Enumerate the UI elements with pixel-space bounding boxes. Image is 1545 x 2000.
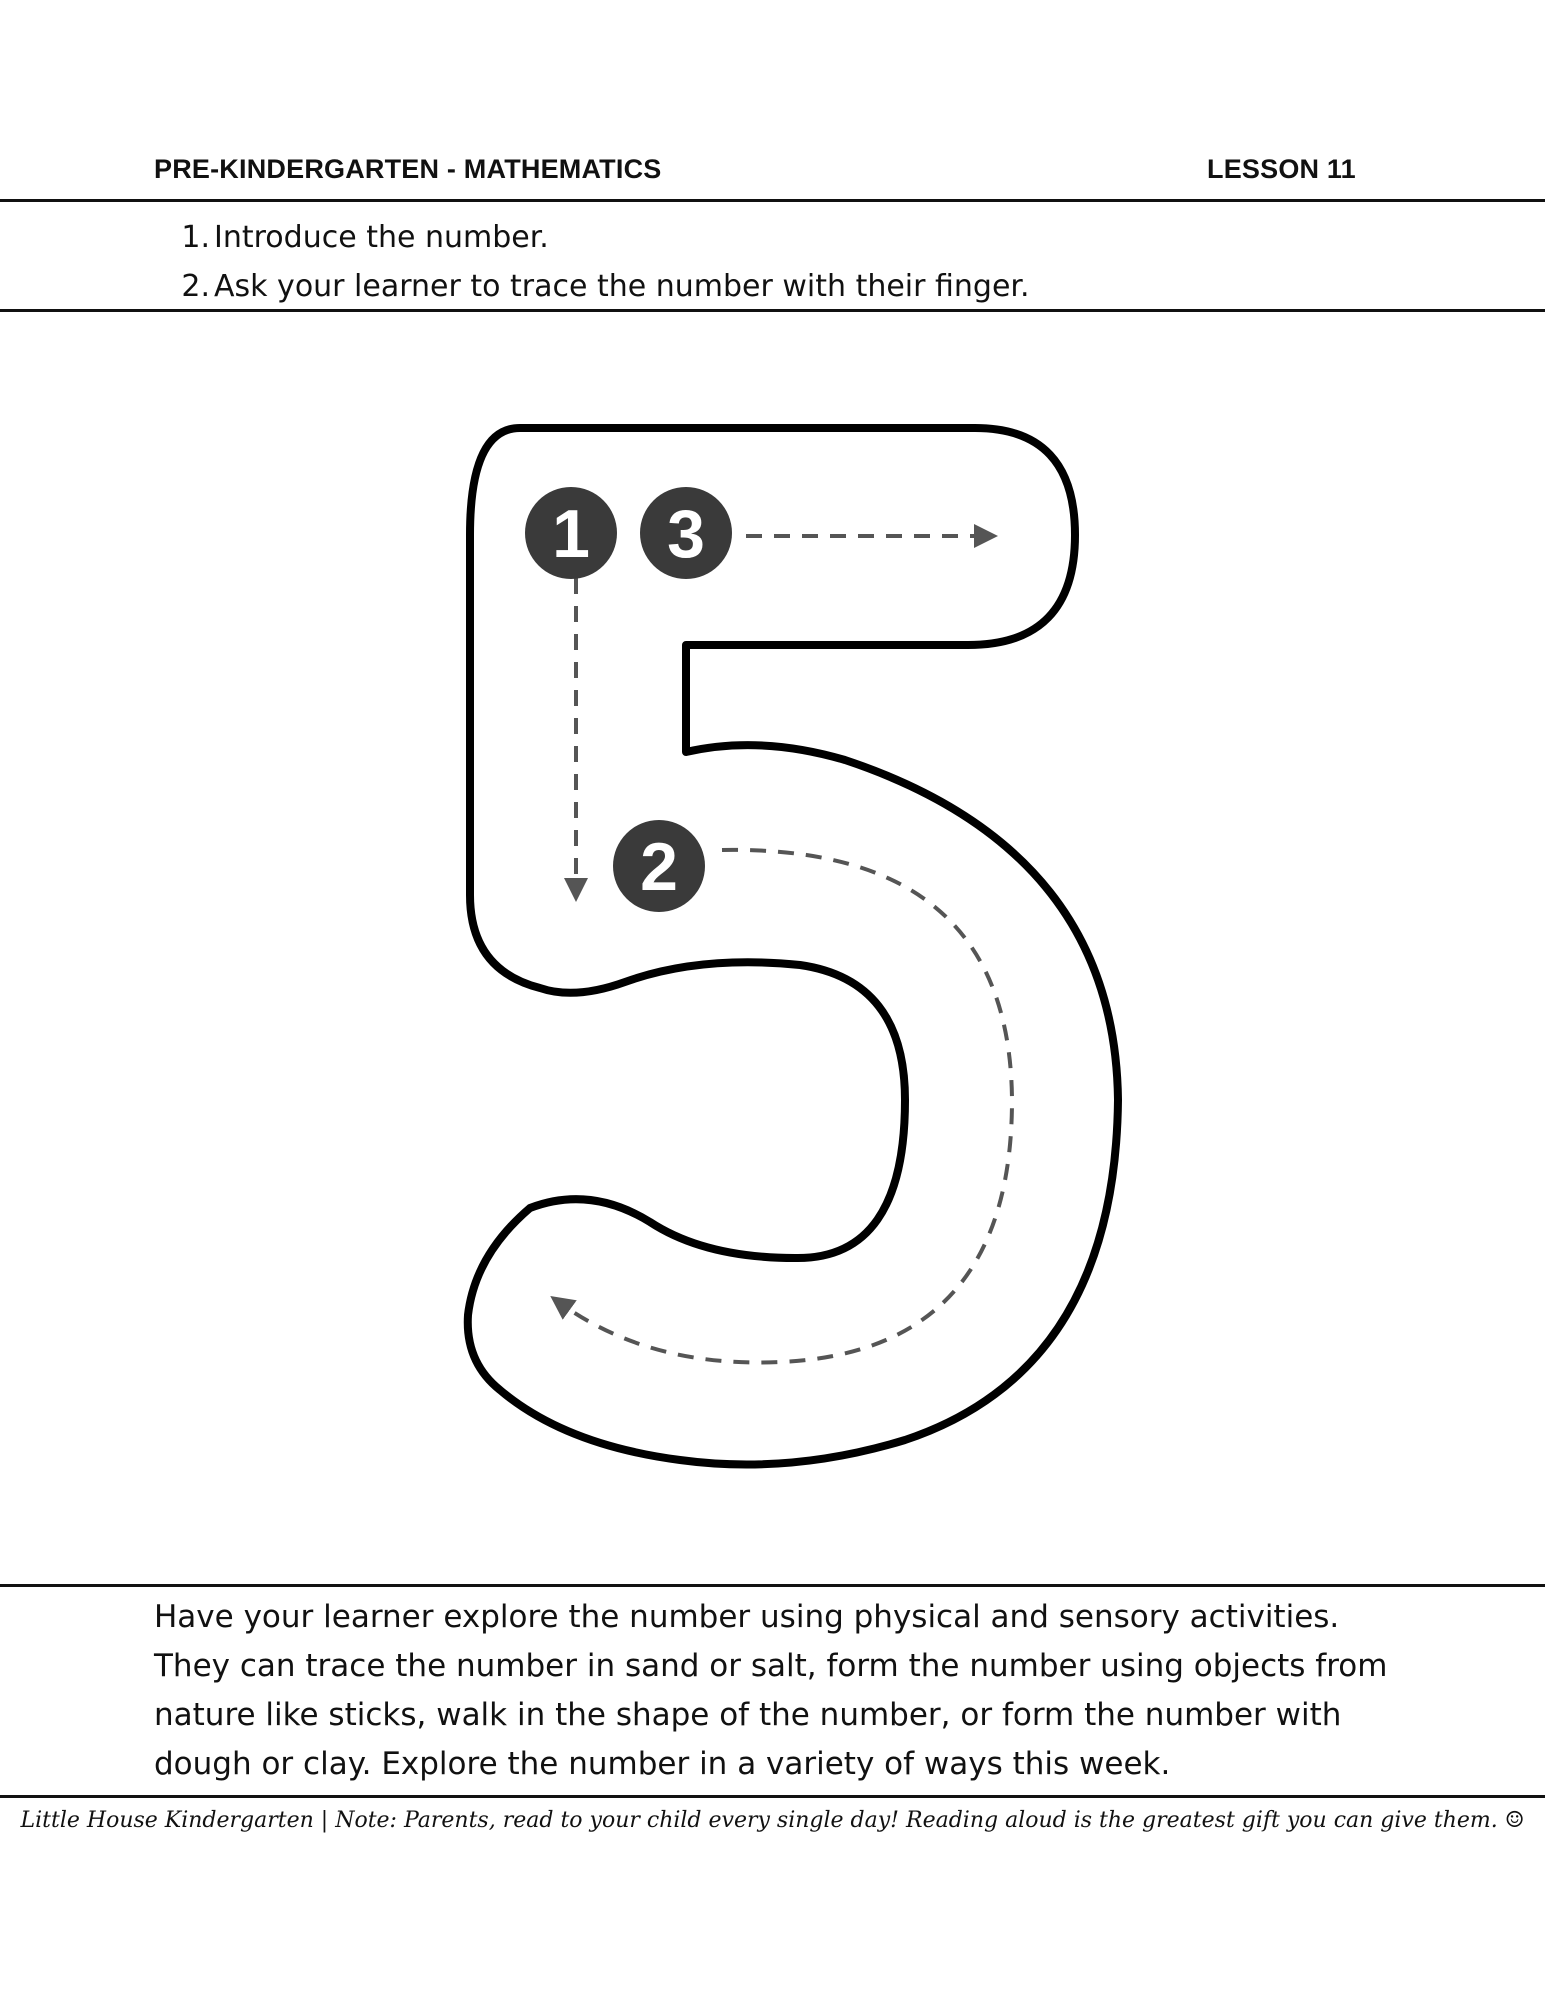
- page-title: PRE-KINDERGARTEN - MATHEMATICS: [154, 154, 662, 184]
- digit-five-outline: [468, 428, 1118, 1465]
- instruction-text: Ask your learner to trace the number with their finger.: [214, 269, 1030, 304]
- activity-note: Have your learner explore the number using physical and sensory activities. They can trace the number in sand or salt, form the number using objects from nature like sticks, walk in the shape of the number, or form the number with dough or clay. Explore the number in a variety of ways this week.: [154, 1599, 1388, 1782]
- footer-note: Little House Kindergarten | Note: Parents, read to your child every single day! Reading aloud is the greatest gift you can give them. ☺: [20, 1808, 1525, 1833]
- activity-top-divider: [0, 1584, 1545, 1587]
- stroke-marker-2: [613, 820, 705, 912]
- stroke-marker-1: [525, 487, 617, 579]
- stroke-marker-3-label: 3: [667, 496, 705, 572]
- instruction-number: 2.: [181, 269, 210, 304]
- stroke-marker-1-label: 1: [552, 496, 590, 572]
- lesson-label: LESSON 11: [1207, 154, 1356, 184]
- stroke-marker-3: [640, 487, 732, 579]
- footer-divider: [0, 1795, 1545, 1798]
- instruction-text: Introduce the number.: [214, 220, 549, 255]
- stroke-marker-2-label: 2: [640, 829, 678, 905]
- instruction-number: 1.: [181, 220, 210, 255]
